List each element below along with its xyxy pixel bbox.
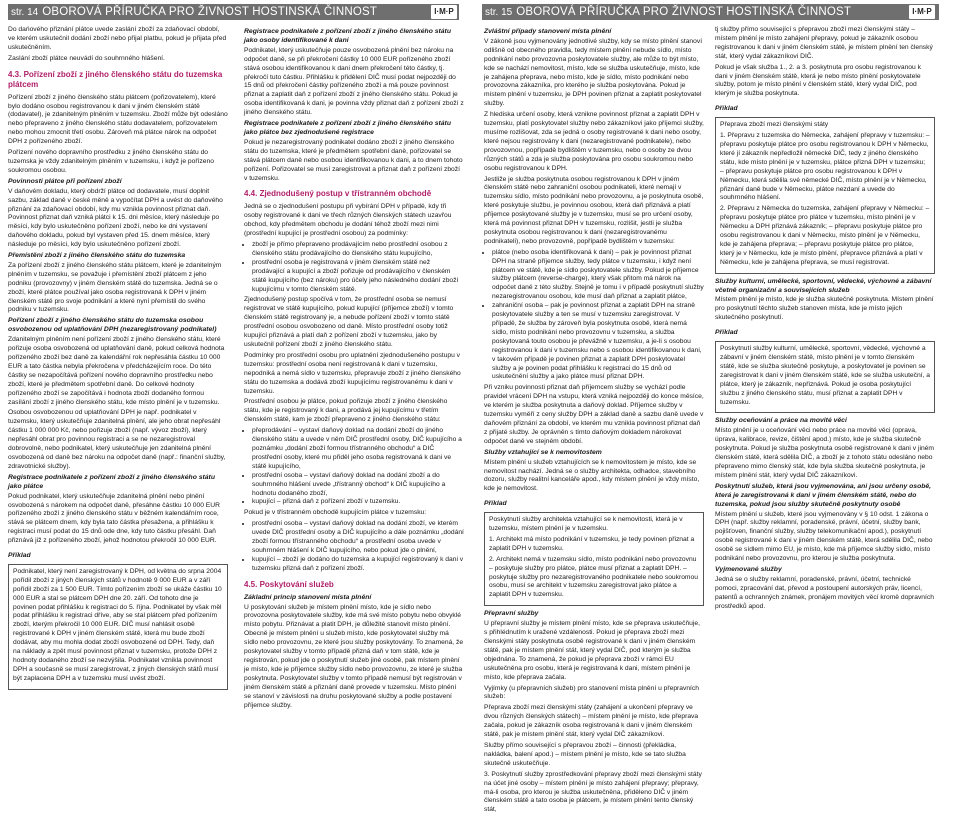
- subheading: Služby kulturní, umělecké, sportovní, vědecké, výchovné a zábavní včetně organizační a souvisejících služeb: [715, 277, 932, 294]
- subheading: Poskytnutí služeb, která jsou vyjmenována, ani jsou určeny osobě, která je zaregistrovaná k dani v jiném členském státě, nebo do tuzemska, pokud jsou služby skutečně poskytnuty osobě: [715, 482, 932, 508]
- subheading: Registrace podnikatele z pořízení zboží z jiného členského státu jako osoby identifikované k dani: [244, 28, 451, 44]
- paragraph: Pokud podnikatel, který uskutečňuje zdanitelná plnění nebo plnění osvobozená s nárokem na odpočet daně, přesáhne částku 10 000 EUR pořízeného zboží z jiného členského státu v běžném kalendářním roce, stává se plátcem dnem, kdy byla tato částka přesažena, a přihlášku k registraci musí podat do 15 dnů ode dne, kdy tuto částku přesáhl. Daň přiznává již z pořízeného zboží, jehož hodnotou překročil 10 000 EUR.: [8, 492, 220, 545]
- example-text: Poskytnutí služby kulturní, umělecké, sportovní, vědecké, výchovné a zábavní v jiném členském státě, místo plnění je v tomto členském státě, kde se služba skutečně poskytuje, a poskytovatel je povinen se zaregistrovat k dani v jiném členském státě, kde se služba uskuteční, a plátce, který je zákazník, nepřiznává. Pokud je osoba poskytující službu z jiného členského státu, musí přiznat a zaplatit DPH v tuzemsku.: [720, 345, 931, 406]
- paragraph: U přepravní služby je místem plnění místo, kde se přeprava uskutečňuje, s přihlédnutím k uražené vzdálenosti. Pokud je přeprava zboží mezi členskými státy poskytnuta osobě registrované k dani v jiném členském státě, pak je místem plnění stát, který vydal DIČ, pod kterým je služba objednána. To znamená, že pokud je přeprava zboží v rámci EU uskutečněna pro osobu, která je registrovaná k dani, místem plnění je místo, kde přeprava začala.: [484, 620, 700, 681]
- subheading: Přepravní služby: [484, 610, 539, 618]
- paragraph: Pokud je však služba 1., 2. a 3. poskytnuta pro osobu registrovanou k dani v jiném členském státě, která je nebo místo plnění poskytovatele služby, potom je místo plnění v členském státě, který vydal DIČ, pod kterým je služba poskytnuta.: [715, 63, 921, 98]
- left-page-header: [8, 4, 459, 20]
- bullet-list: [484, 249, 704, 383]
- right-page-number: str. 15: [485, 7, 513, 18]
- example-box: [715, 341, 935, 413]
- paragraph: Zdanitelným plněním není pořízení zboží z jiného členského státu, které pořizuje osoba osvobozená od uplatňování daně, pokud celková hodnota pořízeného zboží bez daně za kalendářní rok nepřesáhla částku 10 000 EUR a tato částka nebyla překročena v předcházejícím roce. Do této částky se nezapočítává pořízení nového dopravního prostředku nebo zboží, které je předmětem spotřební daně. Do celkové hodnoty pořízeného zboží se započítává i hodnota zboží dodaného formou zasílání zboží z jiného členského státu, kde místo plnění je v tuzemsku.: [8, 336, 225, 406]
- paragraph: V daňovém dokladu, který obdrží plátce od dodavatele, musí doplnit sazbu, základ daně v české měně a vypočítat DPH a uvést do daňového přiznání za zdaňovací období, kdy mu vznikla povinnost přiznat daň. Povinnost přiznat daň vzniká plátci k 15. dni měsíce, který následuje po měsíci, kdy bylo uskutečněno pořízení zboží, nebo ke dni vystavení daňového dokladu, pokud byl vystaven před 15. dnem měsíce, který následuje po měsíci, kdy bylo uskutečněno pořízení zboží.: [8, 187, 223, 249]
- paragraph: Místem plnění u služeb vztahujících se k nemovitostem je místo, kde se nemovitost nachází. Jedná se o služby architekta, odhadce, stavebního dozoru, služby realitní kanceláře apod., kdy místem plnění je vždy místo, kde je nemovitost.: [484, 458, 700, 493]
- paragraph: U poskytování služeb je místem plnění místo, kde je sídlo nebo provozovna poskytovatele služby, kde má své místo pobytu nebo obvyklé místo pobytu. Přiznávat a platit DPH, je důležité stanovit místo plnění. Obecně je místem plnění u služeb místo, kde poskytovatel služby má sídlo nebo provozovnu, ze které jsou služby poskytovány. To znamená, že poskytovatel služby v tomto případě přizná daň v tom státě, kde je registrován, pokud jde o poskytnutí služeb jiné osobě, pak místem plnění je místo, kde je příjemce služby sídlo nebo provozovnu, ze které je služba poskytnuta. Poskytovatel služby v tomto případě nemusí být registrován v jiném členském státě a přiznání daně provede v tuzemsku. Místo plnění se stanoví v závislosti na druhu poskytované služby a podle postavení příjemce služby.: [244, 603, 464, 709]
- list-item: • přeprodávání – vystaví daňový doklad na dodání zboží do jiného členského státu a uvede v něm DIČ prostřední osoby, DIČ kupujícího a poznámku „dodání zboží formou třístranného obchodu“ a DIČ prostřední osoby, které mu přiděl jeho osoba registrovaná k dani ve státě kupujícího,: [252, 427, 464, 472]
- list-item: • zahraniční osoba – pak je povinnost přiznat a zaplatit DPH na straně poskytovatele služby a ten se musí v tuzemsku zaregistrovat. V případě, že služba by zároveň byla poskytnuta osobě, která nemá sídlo, místo podnikání nebo provozovnu v tuzemsku, a služba poskytovaná touto osobou je převážně v tuzemsku, a je-li s osobou registrovanou k dani v tuzemsku nebo s osobou identifikovanou k dani, v takovém případě je povinen přiznat a zaplatit DPH poskytovatel služby a je povinen podat přihlášku k registraci do 15 dnů od uskutečnění služby a jako plátce musí přiznat DPH.: [492, 302, 704, 382]
- paragraph: 3. Poskytnutí služby zprostředkování přepravy zboží mezi členskými státy na účet jiné osoby – místem plnění je místo zahájení přepravy; přepravy, má-li osoba, pro kterou je služba uskutečněna, přiděleno DIČ v jiném členském státě a tato osoba je plátcem, je místem plnění tento členský stát,: [484, 770, 702, 814]
- bullet-list: [244, 241, 464, 294]
- subheading: Služby vztahující se k nemovitostem: [484, 448, 602, 456]
- list-item: • zboží je přímo přepraveno prodávajícím nebo prostřední osobou z členského státu prodávajícího do členského státu kupujícího,: [252, 241, 464, 259]
- right-header-title: OBOROVÁ PŘÍRUČKA PRO ŽIVNOST HOSTINSKÁ ČINNOST: [516, 6, 852, 18]
- example-label: Příklad: [8, 552, 31, 560]
- paragraph: Zjednodušený postup spočívá v tom, že prostřední osoba se nemusí registrovat ve státě kupujícího, pokud kupující (příjemce zboží) v tomto členském státě registrovaný je, a nebude pořízení zboží v tomto státě prostřední osobou osvobozeno od daně. Místo prostřední osoby totiž kupující přiznává a platí daň z pořízení zboží v tuzemsku, jako by uskutečnil pořízení zboží z jiného členského státu.: [244, 296, 454, 348]
- subheading: Vyjmenované služby: [715, 565, 782, 573]
- paragraph: Podnikatel, který uskutečňuje pouze osvobozená plnění bez nároku na odpočet daně, se při překročení částky 10 000 EUR pořízeného zboží stává osobou identifikovanou k dani dnem překročení této částky, tj. překročí tuto částku. Přihlášku k přidělení DIČ musí podat nejpozději do 15 dnů od překročení částky pořízeného zboží a má pouze povinnost přiznat a zaplatit daň z pořízení zboží z jiného členského státu. Pokud je osoba identifikovaná k dani, je povinna vždy přiznat daň z pořízení zboží z jiného členského státu.: [244, 46, 464, 117]
- subheading: Služby oceňování a práce na movité věci: [715, 417, 847, 425]
- paragraph: Za pořízení zboží z jiného členského státu plátcem, které je zdanitelným plněním v tuzemsku, se považuje i přemístění zboží plátcem z jeho podniku (provozovny) v jiném členském státě do tuzemska. Jedná se o zboží, které plátce používal jako osoba registrovaná k DPH v jiném členském státě pro svoje podnikání a které nyní přemístil do svého podniku v tuzemsku.: [8, 261, 222, 314]
- logo: [431, 5, 457, 19]
- paragraph: Jedná se o služby reklamní, poradenské, právní, účetní, technické pomoci, zpracování dat, převod a postoupení autorských práv, licencí, patentů a ochranných známek, pronájem movitých věcí kromě dopravních prostředků apod.: [715, 575, 934, 610]
- example-text: Poskytnutí služby architekta vztahující se k nemovitosti, která je v tuzemsku, místem plnění je v tuzemsku.: [489, 516, 683, 533]
- list-item: • prostřední osoba – vystaví daňový doklad na dodání zboží a do souhrnného hlášení uvede „třístranný obchod“ k DIČ kupujícího a hodnotu dodaného zboží,: [252, 472, 464, 499]
- subheading: Registrace podnikatele z pořízení zboží z jiného členského státu jako plátce: [8, 473, 215, 490]
- example-text: Přeprava zboží mezi členskými státy: [720, 121, 829, 129]
- paragraph: Při vzniku povinnosti přiznat daň příjemcem služby se vychází podle pravidel vrácení DPH na vstupu, která vzniká nejpozději do konce měsíce, ve kterém je služba poskytnuta a daňový doklad. Příjemce služby v tuzemsku vyměří z ceny služby DPH a základ daně a sazbu daně uvede v daňovém přiznání za období, ve kterém mu vznikla povinnost přiznat daň z přijaté služby. Je oprávněn s tímto daňovým dokladem nárokovat odpočet daně ve stejném období.: [484, 384, 704, 445]
- example-label: Příklad: [715, 329, 738, 337]
- right-column-1: [484, 26, 704, 814]
- paragraph: Osobou osvobozenou od uplatňování DPH je např. podnikatel v tuzemsku, který uskutečňuje zdanitelná plnění, ale jeho obrat nepřesáhl částku 1 000 000 Kč, nebo pořizuje zboží (např. vývoz zboží), který nepřesáhl obrat pro povinnou registraci a se ne nezaregistroval dobrovolně, nebo podnikatel, který uskutečňuje jen zdanitelná plnění osvobozená od daně bez nároku na odpočet daně (např.: finanční služby, zdravotnické služby).: [8, 409, 226, 470]
- example-label: Příklad: [715, 105, 738, 113]
- example-label: Příklad: [484, 500, 507, 508]
- paragraph: tj služby přímo související s přepravou zboží mezi členskými státy – místem plnění je místo zahájení přepravy, pokud je zákazník osobou registrovanou k dani v jiném členském státě, je místem plnění ten členský stát, který vydal zákazníkovi DIČ.: [715, 26, 933, 60]
- list-item: • plátce (nebo osoba identifikovaná k dani) – pak je povinnost přiznat DPH na straně příjemce služby, tedy plátce v tuzemsku, i když není plátcem ve státě, kde je sídlo poskytovatele služby. Pokud je příjemce služby plátcem (reverse-charge), který však přitom má nárok na odpočet daně z této služby. Stejně je tomu i v případě poskytnutí služby nezaregistrovanou osobou, kde musí daň přiznat a zaplatit plátce,: [492, 249, 704, 302]
- list-item: • kupující – zboží je dodáno do tuzemska a kupující registrovaný k dani v tuzemsku přizná daň z pořízení zboží.: [252, 556, 464, 574]
- right-page-header: [482, 4, 939, 20]
- paragraph: Prostřední osobou je plátce, pokud pořizuje zboží z jiného členského státu, kde je registrovaný k dani, a prodává jej kupujícímu v třetím členském státě, kam je zboží přepraveno z jiného členského státu:: [244, 398, 448, 424]
- paragraph: Jedná se o zjednodušení postupu při vybírání DPH v případě, kdy tři osoby registrované k dani ve třech různých členských státech uzavřou obchod, kdy předmětem obchodu je dodání téhož zboží mezi nimi (prostřední kupující je prostřední osobou) za podmínky:: [244, 203, 452, 238]
- example-box: [484, 512, 704, 606]
- left-header-title: OBOROVÁ PŘÍRUČKA PRO ŽIVNOST HOSTINSKÁ ČINNOST: [42, 6, 378, 18]
- example-box: [8, 564, 228, 690]
- example-text: 1. Přepravu z tuzemska do Německa, zahájení přepravy v tuzemsku: – přepravu poskytuje plátce pro osobu registrovanou k DPH v Německu, které jí zákazník nepředložil německé DIČ, tedy z jiného členského státu, kde místo plnění je v tuzemsku, plátce přizná DPH v tuzemsku; – přepravu poskytuje plátce pro osobu registrovanou k DPH v Německu, která sdělila své německé DIČ, místo plnění je v Německu, přiznání daně bude v Německu, plátce nezdaní a uvede do souhrnného hlášení.: [720, 132, 930, 202]
- example-text: 1. Architekt má místo podnikání v tuzemsku, je tedy povinen přiznat a zaplatit DPH v tuzemsku.: [489, 535, 695, 552]
- paragraph: Pořízení nového dopravního prostředku z jiného členského státu do tuzemska je vždy zdanitelným plněním v tuzemsku, i když je pořízeno soukromou osobou.: [8, 149, 214, 174]
- list-item: • prostřední osoba je registrovaná v jiném členském státě než prodávající a kupující a zboží pořizuje od prodávajícího v členském státě kupujícího (bez nároku) pro účely jeho následného dodání zboží kupujícímu v tomto členském státě.: [252, 259, 464, 295]
- subheading: Zvláštní případy stanovení místa plnění: [484, 28, 612, 35]
- paragraph: Podmínky pro prostřední osobu pro uplatnění zjednodušeného postupu v tuzemsku: prostřední osoba není registrovaná k dani v tuzemsku, nepodniká a nemá sídlo v tuzemsku, přepravuje zboží z jiného členského státu do tuzemska a dodává zboží kupujícímu registrovanému k dani v tuzemsku.: [244, 351, 461, 395]
- example-text: 2. Architekt nemá v tuzemsku sídlo, místo podnikání nebo provozovnu – poskytuje služby pro plátce, plátce musí přiznat a zaplatit DPH. – poskytuje služby pro nezaregistrovaného podnikatele nebo soukromou osobu, musí se architekt v tuzemsku zaregistrovat jako plátce a zaplatit DPH v tuzemsku.: [489, 555, 698, 599]
- section-heading: 4.4. Zjednodušený postup v třístranném obchodě: [244, 189, 432, 199]
- list-item: • kupující – přizná daň z pořízení zboží v tuzemsku.: [252, 498, 464, 507]
- bullet-list: [244, 520, 464, 573]
- paragraph: Místem plnění je místo, kde je služba skutečně poskytnuta. Místem plnění pro poskytnutí těchto služeb stanoven místa, kde je místo jejich skutečného poskytnutí.: [715, 296, 934, 322]
- left-page: [0, 0, 480, 709]
- logo-text: I·M·P: [912, 7, 932, 16]
- section-heading: 4.5. Poskytování služeb: [244, 579, 334, 589]
- paragraph: Místo plnění je u oceňování věci nebo práce na movité věci (oprava, úprava, kalibrace, revize, čištění apod.) místo, kde je služba skutečně poskytnuta. Pokud je služba poskytnuta osobě registrované k dani v jiném členském státě, která sdělila DIČ, a zboží je z tohoto státu odesláno nebo přepraveno mimo členský stát, kde byla služba skutečně poskytnuta, je místem plnění stát, který vydal DIČ zákazníkovi.: [715, 427, 934, 479]
- paragraph: Jestliže je služba poskytnuta osobou registrovanou k DPH v jiném členském státě nebo zahraniční osobou podnikateli, které nemají v tuzemsku sídlo, místo podnikání nebo provozovnu, a je poskytnuta osobě, které poskytuje službu, je povinnou osobou, která daň přiznává a platí příjemce poskytované služby je v tuzemsku, musí se pro určení osoby, která má povinnost přiznat DPH v tuzemsku, rozlišit, jestli je služba poskytnuta osobou registrovanou k dani (nezaregistrovanému podnikateli), nebo provozovně, popřípadě bydlištěm v tuzemsku:: [484, 175, 704, 245]
- subheading: Registrace podnikatele z pořízení zboží z jiného členského státu jako plátce bez zjednodušené registrace: [244, 120, 451, 136]
- paragraph: Služby přímo související s přepravou zboží – činnosti (překládka, nakládka, balení apod.) – místem plnění je místo, kde se tato služba skutečně uskutečňuje.: [484, 741, 686, 767]
- paragraph: Pokud je nezaregistrovaný podnikatel dodáno zboží z jiného členského státu do tuzemska, které je předmětem spotřební daně, pořizovatel se stává plátcem daně nebo osobou identifikovanou k dani, a to dnem tohoto pořízení. Pořizovatel se musí zaregistrovat a přiznat daň z pořízení zboží v tuzemsku.: [244, 138, 463, 182]
- subheading: Pořízení zboží z jiného členského státu do tuzemska osobou osvobozenou od uplatňování DPH (nezaregistrovaný podnikatel): [8, 317, 217, 334]
- subheading: Základní princip stanovení místa plnění: [244, 593, 372, 601]
- example-text: Podnikatel, který není zaregistrovaný k DPH, od května do srpna 2004 pořídil zboží z jiných členských států v hodnotě 9 000 EUR a v září pořídil zboží za 1 500 EUR. Tímto pořízením zboží se ukáže částku 10 000 EUR a stal se plátcem DPH dne 20. září. Od tohoto dne je povinen podat přihlášku k registraci do 5. října. Podnikatel by však měl podat přihlášku k registraci dříve, aby se stal plátcem před pořízením zboží, kterým překročil 10 000 EUR. DIČ musí nahlásit osobě registrované k DPH v jiném členském státě, která mu bude zboží dodávat, aby mu mohla dodat zboží osvobozené od DPH. Tedy, daň na náklady a zpět musí povinnost přiznat v tuzemsku, protože DPH z hodnoty dodaného zboží se nezvýšila. Podnikatel vznikla povinnost DPH a současně se musí zaregistrovat, z jiných členských států musí být zaplacena DPH a v tuzemsku musí uvést zboží.: [13, 567, 222, 682]
- example-box: [715, 117, 935, 274]
- paragraph: Místem plnění u služeb, které jsou vyjmenovány v § 10 odst. 1 zákona o DPH (např. služby reklamní, poradenské, právní, účetní, služby bank, pojišťoven, finanční služby, služby telekomunikační apod.), poskytnutí osobě registrované k dani v jiném členském státě, která sdělila DIČ, nebo osobě se sídlem mimo EU, je místo, kde má příjemce služby sídlo, místo podnikání nebo provozovnu, pro kterou je služba poskytnuta.: [715, 510, 933, 563]
- paragraph: Pokud je v třístranném obchodě kupujícím plátce v tuzemsku:: [244, 509, 427, 517]
- logo-text: I·M·P: [434, 7, 454, 16]
- paragraph: Vyjímky (u přepravních služeb) pro stanovení místa plnění u přepravních služeb:: [484, 684, 699, 701]
- left-page-number: str. 14: [11, 7, 39, 18]
- bullet-list: [244, 427, 464, 507]
- right-page: [480, 0, 960, 814]
- paragraph: Z hlediska určení osoby, která vznikne povinnost přiznat a zaplatit DPH v tuzemsku, platí poskytovatel služby nebo zákazníkovi jako příjemci služby, musíme rozlišovat, zda se jedná o osoby registrované k dani nebo osoby, které nejsou registrovány k dani (nezaregistrované podnikatele), nebo provozovnou, popřípadě bydlištěm v tuzemsku, nebo o osoby ze dvou různých států a zda je služba poskytována pro osobu soukromou nebo osobu registrovanou k DPH.: [484, 111, 704, 172]
- logo: [909, 5, 935, 19]
- paragraph: V zákoně jsou vyjmenovány jednotlivé služby, kdy se místo plnění stanoví odlišně od obecného pravidla, tedy místem plnění nebude sídlo, místo podnikání nebo provozovna poskytovatele služby, ale může to být místo, kde se nachází nemovitost, místo, kde se služba uskutečňuje, místo, kde je zahájena přeprava, nebo místo, kde je sídlo, místo podnikání nebo provozovna zákazníka, pro kterého je služba poskytována. Pokud je místem plnění v tuzemsku, je DPH povinen přiznat a zaplatit poskytovatel služby.: [484, 37, 703, 108]
- paragraph: Pořízení zboží z jiného členského státu plátcem (pořizovatelem), které bylo dodáno osobou registrovanou k dani v jiném členském státě (dodavatel), je zdanitelným plněním v tuzemsku. Zboží může být odesláno nebo přepraveno z jiného členského státu dodavatelem, pořizovatelem nebo mohou zmocnit třetí osobu. Zároveň má plátce nárok na odpočet DPH z pořízeného zboží.: [8, 93, 228, 146]
- section-heading: 4.3. Pořízení zboží z jiného členského státu do tuzemska plátcem: [8, 69, 223, 89]
- subheading: Přemístění zboží z jiného členského státu do tuzemska: [8, 252, 186, 260]
- left-column-2: [244, 26, 464, 709]
- subheading: Povinnosti plátce při pořízení zboží: [8, 177, 122, 185]
- right-column-2: [715, 26, 935, 666]
- list-item: • prostřední osoba – vystaví daňový doklad na dodání zboží, ve kterém uvede DIČ prostřední osoby a DIČ kupujícího a dále poznámku „dodání zboží formou třístranného obchodu“ a prostřední osoba uvede v souhrnném hlášení k DIČ kupujícího, nebo pokud jde o plnění,: [252, 520, 464, 556]
- paragraph: Zaslání zboží plátce neuvádí do souhrnného hlášení.: [8, 54, 165, 62]
- example-text: 2. Přepravu z Německa do tuzemska, zahájení přepravy v Německu: – přepravu poskytuje plátce pro plátce v tuzemsku, místo plnění je v Německu a DPH přiznává zákazník; – přepravu poskytuje plátce pro osobu registrovanou k dani v Německu, místo plnění je v Německu, kde je zahájena přeprava; – přepravu poskytuje plátce pro plátce, který je v Německu, kde je místo plnění, přepravce přiznává a platí v Německu, kde je zahájena přeprava, se musí registrovat.: [720, 205, 930, 266]
- paragraph: Do dańového přiznání plátce uvede zaslání zboží za zdaňovací období, ve kterém uskutečnil dodání zboží nebo přijal platbu, pokud je přijata před uskutečněním.: [8, 26, 227, 51]
- paragraph: Přeprava zboží mezi členskými státy (zahájení a ukončení přepravy ve dvou různých členských státech) – místem plnění je místo, kde přeprava začala, pokud je zákazník osoba registrovaná k dani v jiném členském státě, pak je místem plnění stát, který vydal DIČ zákazníkovi.: [484, 704, 699, 739]
- left-column-1: [8, 26, 228, 682]
